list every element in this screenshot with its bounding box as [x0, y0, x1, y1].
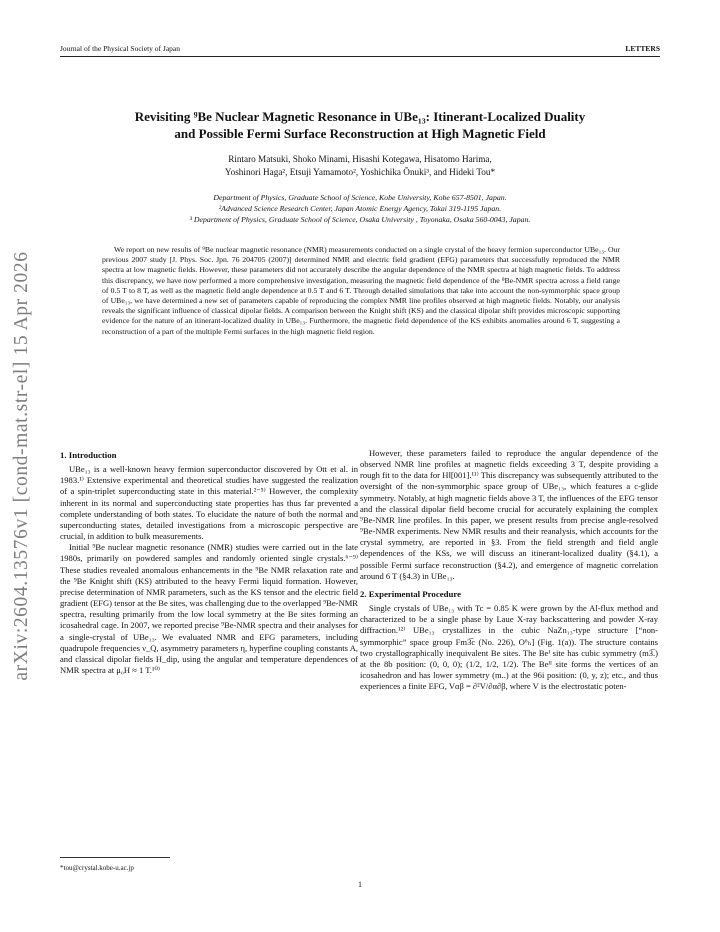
intro-paragraph-2: Initial ⁹Be nuclear magnetic resonance (NMR) studies were carried out in the late 1980s, primarily on powdered samples and randomly oriented single crystals.⁶⁻⁹⁾ These studies revealed anomalous enhancements in the ⁹Be NMR relaxation rate and the ⁹Be Knight shift (KS) attributed to the heavy Fermi liquid formation. However, precise determination of NMR parameters, such as the KS tensor and the electric field gradient (EFG) tensor at the Be sites, was challenging due to the overlapped ⁹Be-NMR spectra, resulting primarily from the low local symmetry at the Be sites forming an icosahedral cage. In 2007, we reported precise ⁹Be-NMR spectra and their analyses for a single-crystal of UBe₁₃. We evaluated NMR and EFG parameters, including quadrupole frequencies ν_Q, asymmetry parameters η, hyperfine coupling constants A, and classical dipolar fields H_dip, using the angular and temperature dependences of NMR spectra at μ₀H ≈ 1 T.¹⁰⁾: [60, 542, 358, 675]
intro-paragraph-1: UBe₁₃ is a well-known heavy fermion superconductor discovered by Ott et al. in 1983.¹⁾ Extensive experimental and theoretical studies have suggested the realization of a spin-triplet superconducting state in this material.²⁻⁵⁾ However, the complexity inherent in its normal and superconducting state properties has thus far prevented a complete understanding of both states. To elucidate the nature of both the normal and superconducting states, detailed investigations from a microscopic perspective are crucial, in addition to bulk measurements.: [60, 464, 358, 542]
affiliation-1: Department of Physics, Graduate School of Science, Kobe University, Kobe 657-8501, Japan.: [213, 193, 507, 202]
arxiv-stamp: [2, 236, 42, 696]
paper-title: [90, 108, 630, 142]
section-heading-experimental: 2. Experimental Procedure: [360, 588, 462, 599]
journal-name: Journal of the Physical Society of Japan: [60, 44, 180, 53]
arxiv-id: arXiv:2604.13576v1 [cond-mat.str-el] 15 Apr 2026: [11, 251, 32, 681]
footnote-email: *tou@crystal.kobe-u.ac.jp: [60, 864, 134, 872]
section-heading-introduction: 1. Introduction: [60, 450, 117, 460]
section-label: LETTERS: [625, 44, 660, 53]
right-column: [360, 448, 658, 692]
running-header: [60, 44, 660, 56]
title-line-2: and Possible Fermi Surface Reconstruction at High Magnetic Field: [174, 126, 546, 141]
page-number: 1: [358, 880, 362, 889]
authors-line-1: Rintaro Matsuki, Shoko Minami, Hisashi Kotegawa, Hisatomo Harima,: [228, 154, 492, 164]
affiliation-3: ³ Department of Physics, Graduate School of Science, Osaka University , Toyonaka, Osaka 560-0043, Japan.: [189, 215, 531, 224]
header-rule: [60, 56, 660, 57]
author-list: [110, 153, 610, 178]
affiliation-2: ²Advanced Science Research Center, Japan Atomic Energy Agency, Tokai 319-1195 Japan.: [218, 204, 502, 213]
left-column: [60, 450, 358, 676]
title-line-1: Revisiting ⁹Be Nuclear Magnetic Resonance in UBe₁₃: Itinerant-Localized Duality: [134, 109, 586, 124]
authors-line-2: Yoshinori Haga², Etsuji Yamamoto², Yoshichika Ōnuki³, and Hideki Tou*: [224, 166, 496, 177]
abstract: [102, 245, 620, 337]
experimental-paragraph-1: Single crystals of UBe₁₃ with Tc = 0.85 K were grown by the Al-flux method and characterized to be a single phase by Laue X-ray backscattering and powder X-ray diffraction.¹²⁾ UBe₁₃ crystallizes in the cubic NaZn₁₃-type structure [“non-symmorphic” space group Fm3̅c (No. 226), O⁶ₕ] (Fig. 1(a)). The structure contains two crystallographically inequivalent Be sites. The Beᴵ site has cubic symmetry (m3̅.) at the 8b position: (0, 0, 0); (1/2, 1/2, 1/2). The Beᴵᴵ site forms the vertices of an icosahedron and has lower symmetry (m..) at the 96i position: (0, y, z); etc., and thus experiences a finite EFG, Vαβ = ∂²V/∂α∂β, where V is the electrostatic poten-: [360, 603, 658, 692]
footnote-rule: [60, 857, 170, 858]
abstract-text: We report on new results of ⁹Be nuclear magnetic resonance (NMR) measurements conducted on a single crystal of the heavy fermion superconductor UBe₁₃. Our previous 2007 study [J. Phys. Soc. Jpn. 76 204705 (2007)] determined NMR and electric field gradient (EFG) parameters that successfully reproduced the NMR spectra at low magnetic fields. However, these parameters did not accurately describe the angular dependence of the NMR spectra at high magnetic fields. To address this discrepancy, we have now performed a more comprehensive investigation, measuring the magnetic field dependence of the ⁹Be-NMR spectra across a field range of 0.5 T to 8 T, as well as the magnetic field angle dependence at 0.5 T and 6 T. Through detailed simulations that take into account the non-symmorphic space group of UBe₁₃, we have determined a new set of parameters capable of reproducing the complex NMR line profiles observed at high magnetic fields. Notably, our analysis reveals the significant influence of classical dipolar fields. A comparison between the Knight shift (KS) and the classical dipolar shift provides microscopic supporting evidence for the nature of an itinerant-localized duality in UBe₁₃. Furthermore, the magnetic field dependence of the KS exhibits anomalies around 6 T, suggesting a reconstruction of a part of the multiple Fermi surfaces in the high magnetic field region.: [102, 245, 620, 336]
intro-paragraph-3: However, these parameters failed to reproduce the angular dependence of the observed NMR line profiles at magnetic fields exceeding 3 T, despite providing a rough fit to the data for H‖[001].¹¹⁾ This discrepancy was subsequently attributed to the oversight of the non-symmorphic space group of UBe₁₃, which features a c-glide symmetry. Notably, at high magnetic fields above 3 T, the influences of the EFG tensor and the classical dipolar field become crucial for accurately explaining the complex ⁹Be-NMR line profiles. In this paper, we present results from precise angle-resolved ⁹Be-NMR experiments. New NMR results and their reanalysis, which accounts for the crystal symmetry, are reported in §3. From the field strength and field angle dependences of the KSs, we will discuss an itinerant-localized duality (§4.1), a possible Fermi surface reconstruction (§4.2), and emergence of magnetic correlation around 6 T (§4.3) in UBe₁₃.: [360, 448, 658, 581]
affiliations: [80, 192, 640, 225]
